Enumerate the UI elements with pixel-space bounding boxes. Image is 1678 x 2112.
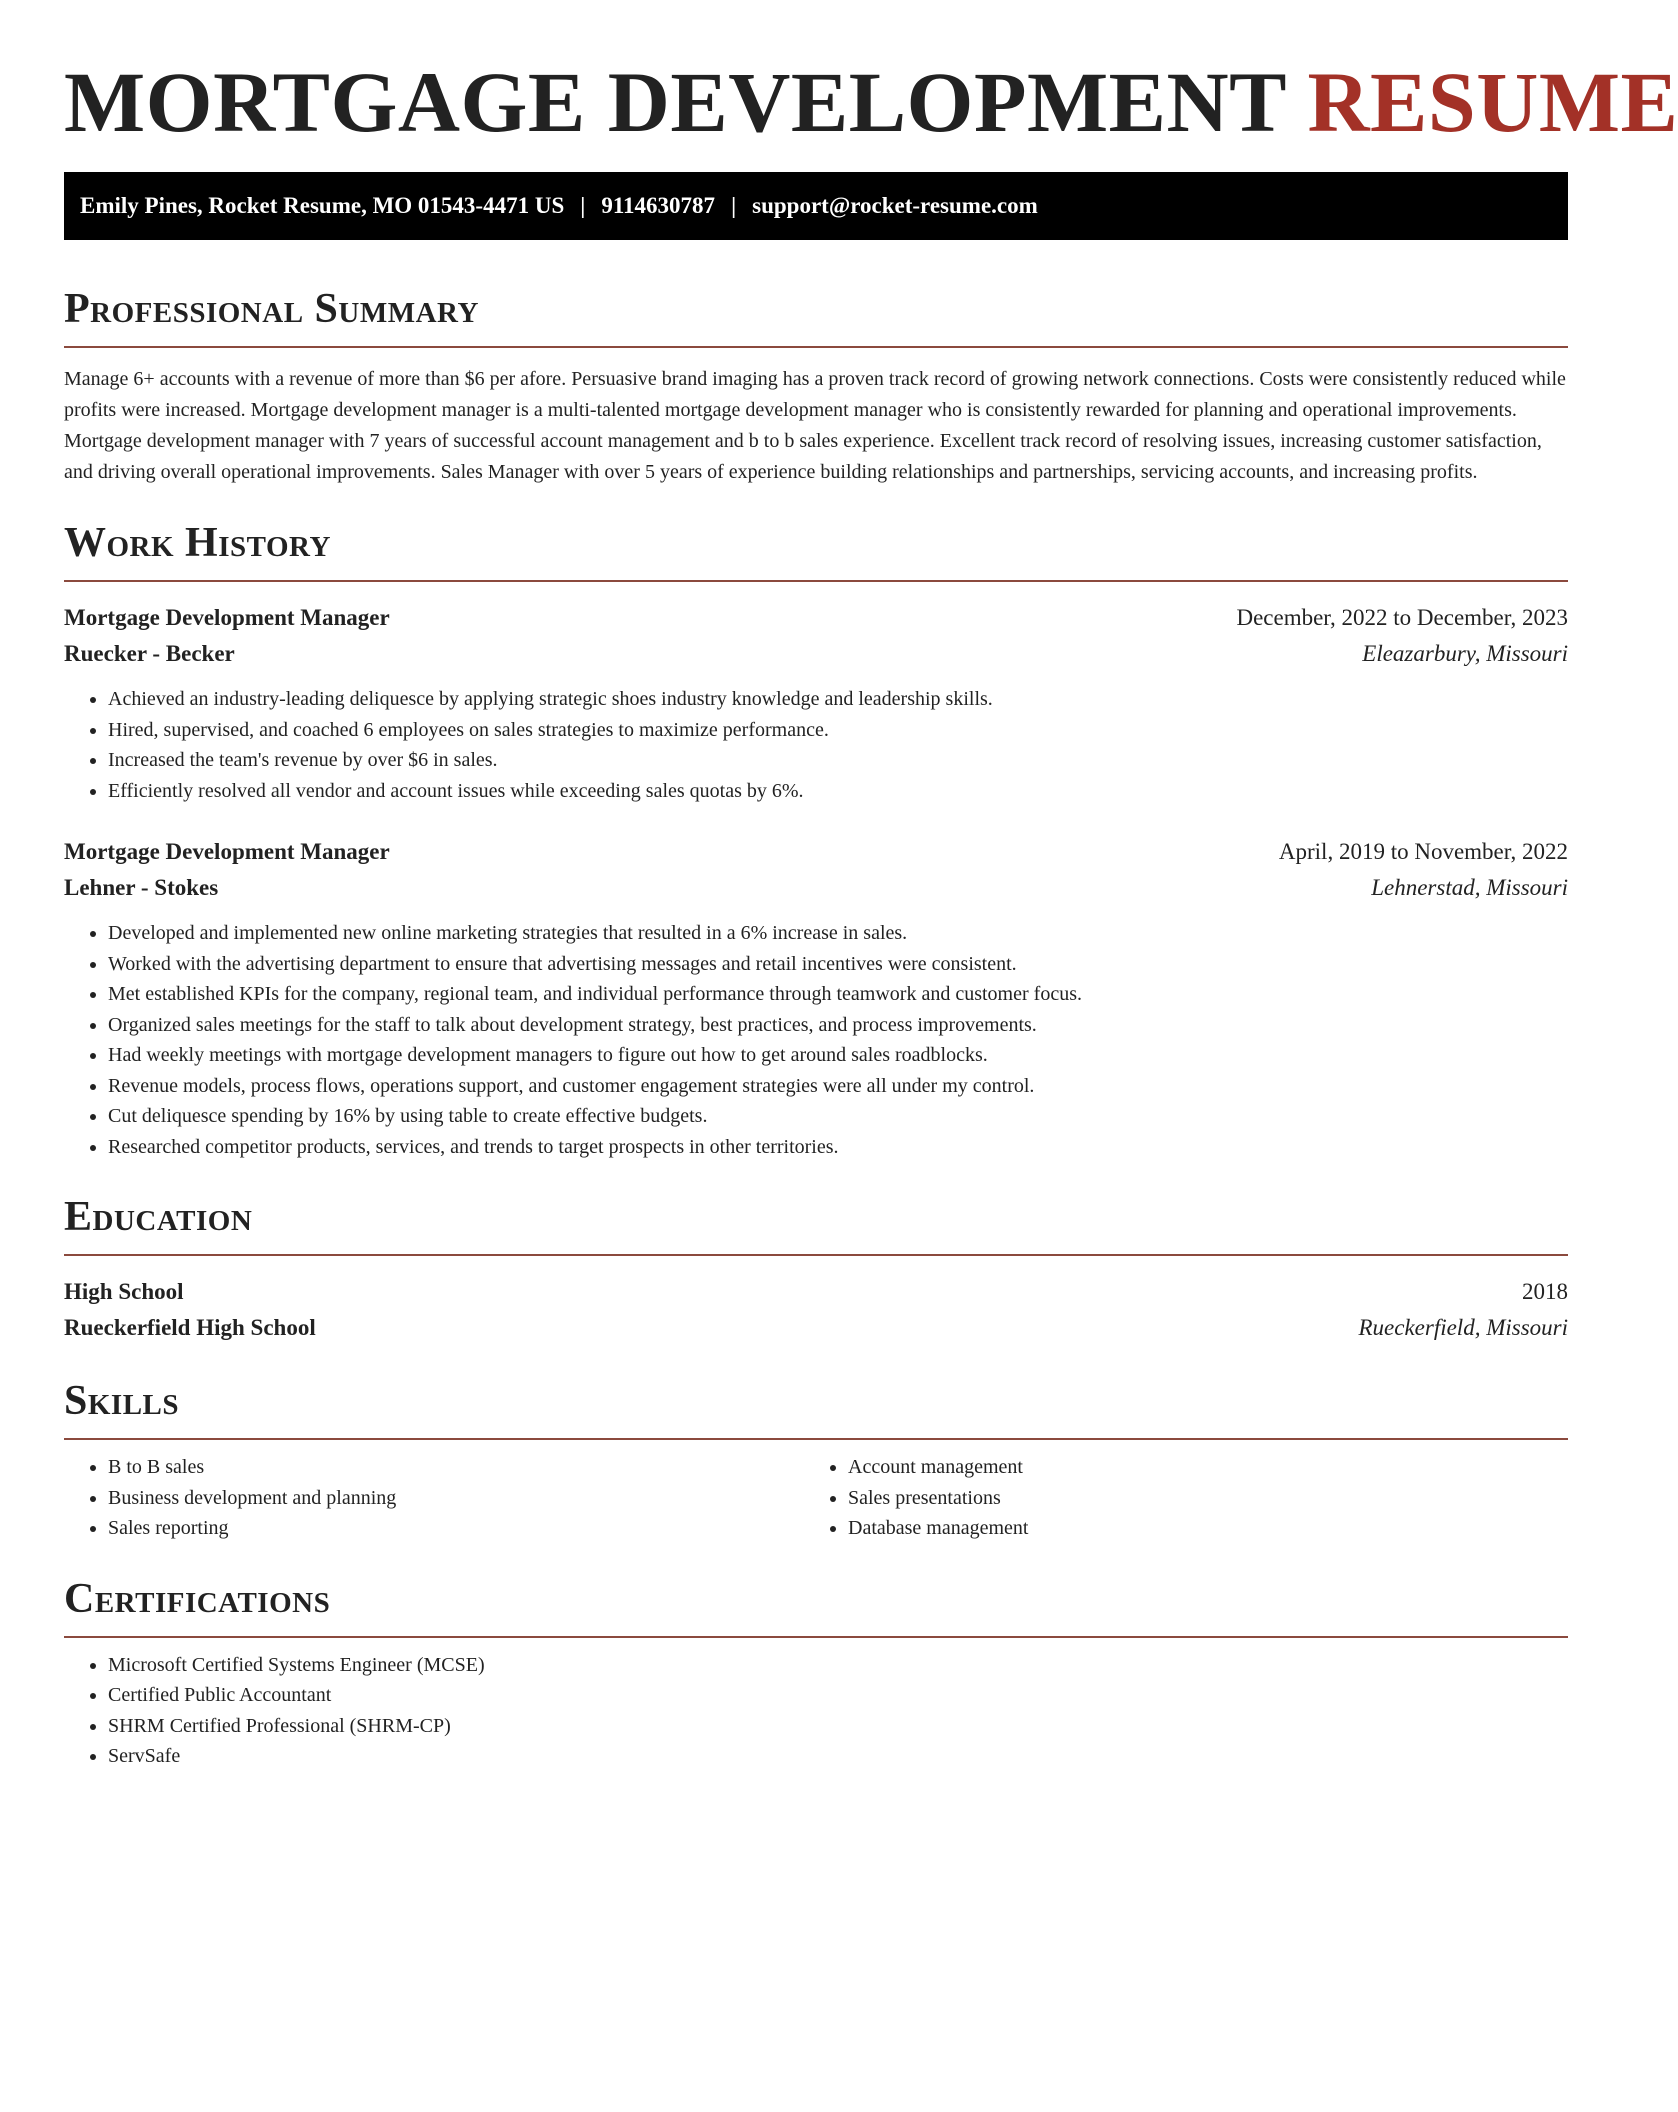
skills-section (64, 1376, 1568, 1544)
education-section (64, 1192, 1568, 1346)
job-bullet: • Met established KPIs for the company, regional team, and individual performance through teamwork and customer focus. (108, 979, 1568, 1010)
contact-address: Emily Pines, Rocket Resume, MO 01543-4471 US (80, 193, 565, 218)
work-history-section (64, 518, 1568, 1162)
section-divider (64, 1636, 1568, 1638)
job-dates: December, 2022 to December, 2023 (1236, 605, 1568, 630)
job-bullet: • Hired, supervised, and coached 6 employees on sales strategies to maximize performance. (108, 715, 1568, 746)
resume-page (64, 0, 1678, 1772)
job-bullet: • Developed and implemented new online marketing strategies that resulted in a 6% increase in sales. (108, 918, 1568, 949)
skill-item: • Database management (848, 1513, 1544, 1544)
job-dates: April, 2019 to November, 2022 (1278, 839, 1568, 864)
work-history-heading: Work History (64, 520, 331, 566)
contact-email: support@rocket-resume.com (752, 193, 1038, 218)
certification-item: • Microsoft Certified Systems Engineer (MCSE) (108, 1650, 1568, 1681)
summary-text: Manage 6+ accounts with a revenue of more than $6 per afore. Persuasive brand imaging has a proven track record of growing network connections. Costs were consistently reduced while profits were increased. Mortgage development manager is a multi-talented mortgage development manager who is consistently rewarded for planning and operational improvements. Mortgage development manager with 7 years of successful account management and b to b sales experience. Excellent track record of resolving issues, increasing customer satisfaction, and driving overall operational improvements. Sales Manager with over 5 years of experience building relationships and partnerships, servicing accounts, and increasing profits. (64, 368, 1566, 483)
skills-column-right (804, 1452, 1544, 1544)
education-year: 2018 (1522, 1279, 1568, 1304)
job-entry (64, 834, 1568, 1162)
job-bullet: • Increased the team's revenue by over $6 in sales. (108, 745, 1568, 776)
certification-item: • Certified Public Accountant (108, 1680, 1568, 1711)
education-school: Rueckerfield High School (64, 1315, 316, 1340)
title-accent: RESUME (1307, 54, 1678, 150)
skill-item: • Sales presentations (848, 1483, 1544, 1514)
skills-grid (64, 1452, 1568, 1544)
skills-list (804, 1452, 1544, 1544)
job-bullet: • Had weekly meetings with mortgage development managers to figure out how to get around sales roadblocks. (108, 1040, 1568, 1071)
section-divider (64, 580, 1568, 582)
section-divider (64, 1254, 1568, 1256)
certifications-heading: Certifications (64, 1575, 331, 1622)
education-heading: Education (64, 1194, 253, 1240)
summary-heading: Professional Summary (64, 286, 479, 332)
certification-item: • SHRM Certified Professional (SHRM-CP) (108, 1711, 1568, 1742)
certification-item: • ServSafe (108, 1741, 1568, 1772)
summary-section (64, 284, 1568, 488)
job-location: Eleazarbury, Missouri (1362, 641, 1568, 666)
job-bullet: • Efficiently resolved all vendor and account issues while exceeding sales quotas by 6%. (108, 776, 1568, 807)
job-bullet: • Organized sales meetings for the staff to talk about development strategy, best practices, and process improvements. (108, 1010, 1568, 1041)
certifications-list (64, 1650, 1568, 1772)
contact-separator: | (580, 193, 586, 218)
job-bullet: • Researched competitor products, services, and trends to target prospects in other territories. (108, 1132, 1568, 1163)
job-bullet: • Achieved an industry-leading deliquesce by applying strategic shoes industry knowledge and leadership skills. (108, 684, 1568, 715)
resume-title (64, 52, 1678, 152)
certifications-section (64, 1574, 1568, 1772)
skill-item: • B to B sales (108, 1452, 804, 1483)
contact-bar (64, 172, 1568, 240)
skill-item: • Business development and planning (108, 1483, 804, 1514)
job-location: Lehnerstad, Missouri (1371, 875, 1568, 900)
job-company: Ruecker - Becker (64, 641, 235, 666)
job-title: Mortgage Development Manager (64, 839, 390, 864)
job-bullet: • Revenue models, process flows, operations support, and customer engagement strategies were all under my control. (108, 1071, 1568, 1102)
job-company: Lehner - Stokes (64, 875, 219, 900)
education-location: Rueckerfield, Missouri (1358, 1315, 1568, 1340)
section-divider (64, 346, 1568, 348)
skills-heading: Skills (64, 1378, 180, 1424)
education-degree: High School (64, 1279, 184, 1304)
job-title: Mortgage Development Manager (64, 605, 390, 630)
section-divider (64, 1438, 1568, 1440)
job-bullets (64, 918, 1568, 1162)
job-bullet: • Cut deliquesce spending by 16% by using table to create effective budgets. (108, 1101, 1568, 1132)
job-entry (64, 600, 1568, 806)
contact-phone: 9114630787 (601, 193, 716, 218)
skill-item: • Account management (848, 1452, 1544, 1483)
contact-separator: | (731, 193, 737, 218)
skill-item: • Sales reporting (108, 1513, 804, 1544)
job-bullets (64, 684, 1568, 806)
skills-column-left (64, 1452, 804, 1544)
job-bullet: • Worked with the advertising department to ensure that advertising messages and retail incentives were consistent. (108, 949, 1568, 980)
skills-list (64, 1452, 804, 1544)
title-main: MORTGAGE DEVELOPMENT (64, 54, 1286, 150)
